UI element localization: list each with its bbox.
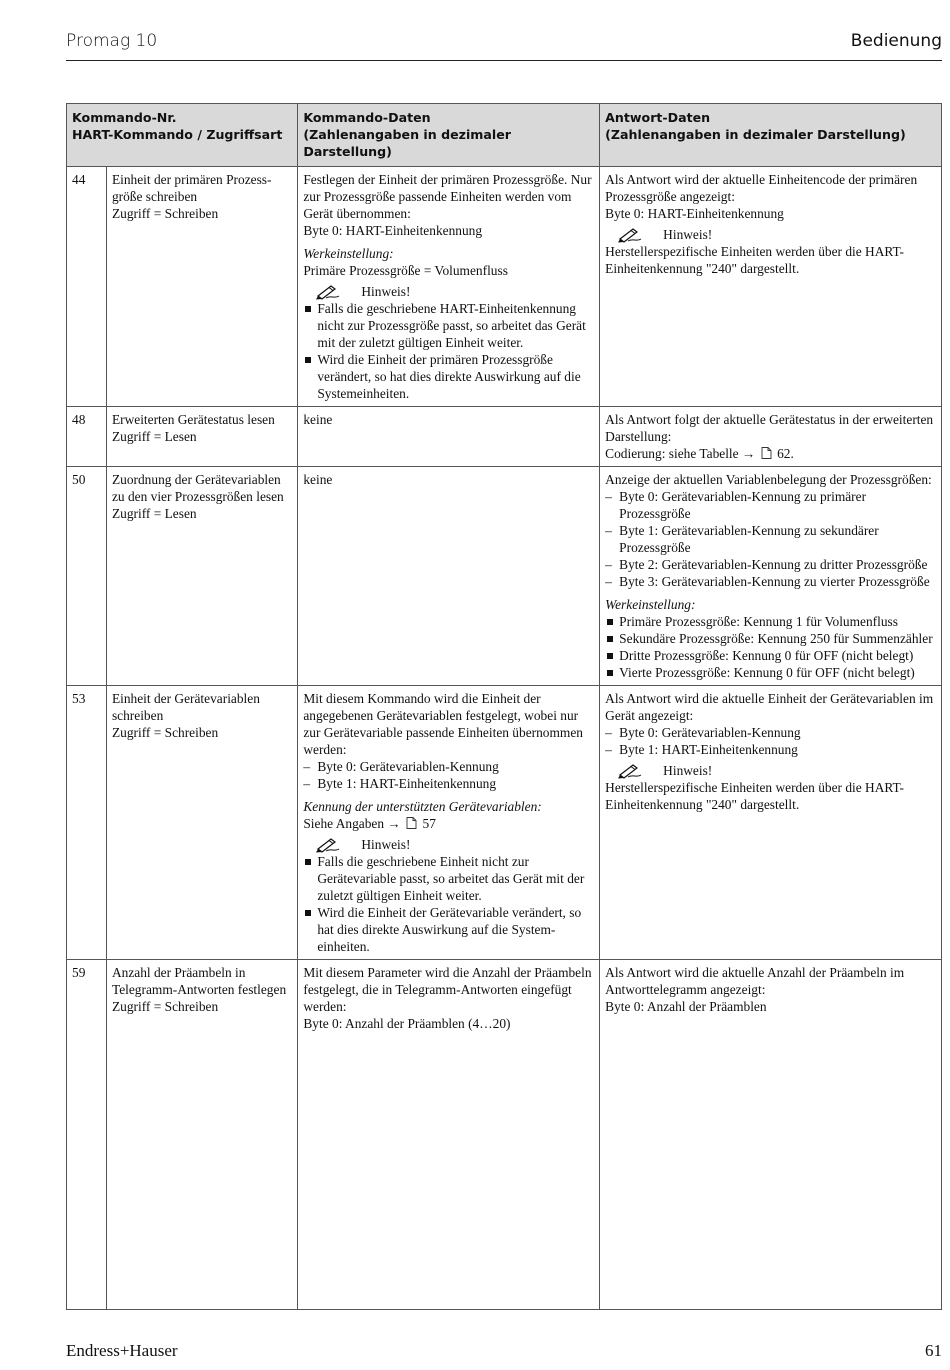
command-access: Zugriff = Lesen — [111, 506, 197, 521]
paragraph: Als Antwort folgt der aktuelle Gerätestatus in der erweiterten Darstellung: — [605, 412, 934, 444]
response-data-cell — [600, 467, 942, 686]
command-line: Erweiterten Gerätestatus lesen — [111, 412, 275, 427]
col-header-command-data-title: Kommando-Daten — [303, 110, 431, 125]
col-header-command-data — [298, 104, 600, 167]
page-reference — [303, 815, 594, 832]
command-access: Zugriff = Schreiben — [111, 999, 219, 1014]
col-header-command-title: Kommando-Nr. — [72, 110, 177, 125]
factory-setting-value: Primäre Prozessgröße = Volumenfluss — [303, 263, 508, 278]
paragraph: Byte 0: Anzahl der Präamblen — [605, 999, 767, 1014]
page-reference — [605, 445, 936, 462]
note-pencil-icon — [617, 226, 651, 243]
bullet-list — [303, 853, 594, 955]
variable-id-label: Kennung der unterstützten Gerätevariablen: — [303, 799, 542, 814]
note-label: Hinweis! — [361, 837, 411, 852]
page-icon — [761, 446, 772, 458]
footer-company: Endress+Hauser — [66, 1341, 178, 1360]
command-number: 53 — [67, 686, 107, 960]
list-item: – Byte 0: Gerätevariablen-Kennung zu primärer Prozessgröße — [605, 488, 936, 522]
table-row — [67, 686, 942, 960]
paragraph: Als Antwort wird der aktuelle Einheitencode der primären Prozessgröße angezeigt: — [605, 172, 918, 204]
page-number: 61 — [925, 1341, 942, 1360]
table-row — [67, 960, 942, 1310]
note-label: Hinweis! — [663, 763, 713, 778]
bullet-list — [605, 613, 936, 681]
note — [303, 836, 594, 853]
paragraph: Herstellerspezifische Einheiten werden über die HART-Einheitenkennung "240" dargestellt. — [605, 244, 904, 276]
table-row — [67, 467, 942, 686]
col-header-command-sub: HART-Kommando / Zugriffsart — [72, 127, 283, 142]
table-header-row — [67, 104, 942, 167]
command-description — [106, 407, 297, 467]
command-line: Einheit der Gerätevariablen — [111, 691, 260, 706]
response-data-cell — [600, 167, 942, 407]
reference-text: Siehe Angaben → — [303, 816, 401, 831]
note-label: Hinweis! — [361, 284, 411, 299]
page-icon — [406, 816, 417, 828]
dash-list — [605, 488, 936, 590]
command-line: zu den vier Prozessgrößen lesen — [111, 489, 284, 504]
command-data-cell — [298, 960, 600, 1310]
list-item: Dritte Prozessgröße: Kennung 0 für OFF (nicht belegt) — [605, 647, 936, 664]
list-item: Wird die Einheit der primären Prozessgröße verändert, so hat dies direkte Auswirkung auf die Systemeinheiten. — [303, 351, 594, 402]
list-item: Primäre Prozessgröße: Kennung 1 für Volumenfluss — [605, 613, 936, 630]
list-item: Sekundäre Prozessgröße: Kennung 250 für Summenzähler — [605, 630, 936, 647]
command-line: Telegramm-Antworten festlegen — [111, 982, 287, 997]
list-item: – Byte 0: Gerätevariablen-Kennung — [605, 724, 936, 741]
header-rule — [66, 60, 942, 61]
paragraph: Herstellerspezifische Einheiten werden über die HART-Einheitenkennung "240" dargestellt. — [605, 780, 904, 812]
paragraph: Mit diesem Kommando wird die Einheit der angegebenen Gerätevariablen festgelegt, wobei nur zur Gerätevariable passende Einheiten übernommen werden: — [303, 691, 583, 757]
dash-list — [605, 724, 936, 758]
col-header-response-sub: (Zahlenangaben in dezimaler Darstellung) — [605, 127, 906, 142]
list-item: – Byte 1: HART-Einheitenkennung — [605, 741, 936, 758]
header-section: Bedienung — [850, 31, 942, 51]
command-line: Zuordnung der Gerätevariablen — [111, 472, 281, 487]
command-line: schreiben — [111, 708, 164, 723]
list-item: – Byte 2: Gerätevariablen-Kennung zu dritter Prozessgröße — [605, 556, 936, 573]
paragraph: Byte 0: HART-Einheitenkennung — [303, 223, 483, 238]
col-header-response-data — [600, 104, 942, 167]
command-description — [106, 167, 297, 407]
table-row — [67, 167, 942, 407]
list-item: – Byte 1: Gerätevariablen-Kennung zu sekundärer Prozessgröße — [605, 522, 936, 556]
note-pencil-icon — [315, 836, 349, 853]
paragraph: Festlegen der Einheit der primären Prozessgröße. Nur zur Prozessgröße passende Einheiten werden vom Gerät übernommen: — [303, 172, 592, 221]
command-access: Zugriff = Schreiben — [111, 725, 219, 740]
reference-page: 62. — [777, 446, 794, 461]
list-item: Falls die geschriebene Einheit nicht zur Gerätevariable passt, so arbeitet das Gerät mit der zuletzt gültigen Einheit weiter. — [303, 853, 594, 904]
command-data-cell — [298, 167, 600, 407]
list-item: Falls die geschriebene HART-Einheitenkennung nicht zur Prozessgröße passt, so arbeitet das Gerät mit der zuletzt gültigen Einheit weiter. — [303, 300, 594, 351]
paragraph: Byte 0: HART-Einheitenkennung — [605, 206, 784, 221]
header-product: Promag 10 — [66, 31, 158, 51]
paragraph: Als Antwort wird die aktuelle Anzahl der Präambeln im Antworttelegramm angezeigt: — [605, 965, 905, 997]
paragraph: Anzeige der aktuellen Variablenbelegung der Prozessgrößen: — [605, 472, 932, 487]
paragraph: Mit diesem Parameter wird die Anzahl der Präambeln festgelegt, die in Telegramm-Antworten eingefügt werden: — [303, 965, 592, 1014]
command-description — [106, 960, 297, 1310]
note-pencil-icon — [315, 283, 349, 300]
command-number: 50 — [67, 467, 107, 686]
paragraph: Byte 0: Anzahl der Präamblen (4…20) — [303, 1016, 511, 1031]
table-row — [67, 407, 942, 467]
note-pencil-icon — [617, 762, 651, 779]
command-data-cell: keine — [298, 407, 600, 467]
command-number: 59 — [67, 960, 107, 1310]
paragraph: Als Antwort wird die aktuelle Einheit der Gerätevariablen im Gerät angezeigt: — [605, 691, 934, 723]
col-header-command-data-sub: (Zahlenangaben in dezimaler Darstellung) — [303, 127, 511, 159]
reference-page: 57 — [422, 816, 436, 831]
note — [605, 762, 936, 779]
col-header-command — [67, 104, 298, 167]
command-line: Einheit der primären Prozess- — [111, 172, 272, 187]
note-label: Hinweis! — [663, 227, 713, 242]
command-description — [106, 686, 297, 960]
list-item: – Byte 3: Gerätevariablen-Kennung zu vierter Prozessgröße — [605, 573, 936, 590]
command-access: Zugriff = Schreiben — [111, 206, 219, 221]
response-data-cell — [600, 686, 942, 960]
command-line: Anzahl der Präambeln in — [111, 965, 246, 980]
command-description — [106, 467, 297, 686]
command-data-cell: keine — [298, 467, 600, 686]
hart-command-table — [66, 103, 942, 1310]
response-data-cell — [600, 407, 942, 467]
factory-setting-label: Werkeinstellung: — [303, 246, 394, 261]
list-item: – Byte 0: Gerätevariablen-Kennung — [303, 758, 594, 775]
bullet-list — [303, 300, 594, 402]
dash-list — [303, 758, 594, 792]
response-data-cell — [600, 960, 942, 1310]
note — [605, 226, 936, 243]
col-header-response-title: Antwort-Daten — [605, 110, 711, 125]
command-number: 48 — [67, 407, 107, 467]
factory-setting-label: Werkeinstellung: — [605, 597, 696, 612]
reference-text: Codierung: siehe Tabelle → — [605, 446, 756, 461]
command-access: Zugriff = Lesen — [111, 429, 197, 444]
list-item: – Byte 1: HART-Einheitenkennung — [303, 775, 594, 792]
command-number: 44 — [67, 167, 107, 407]
list-item: Vierte Prozessgröße: Kennung 0 für OFF (nicht belegt) — [605, 664, 936, 681]
list-item: Wird die Einheit der Gerätevariable verändert, so hat dies direkte Auswirkung auf die System-einheiten. — [303, 904, 594, 955]
command-data-cell — [298, 686, 600, 960]
note — [303, 283, 594, 300]
command-line: größe schreiben — [111, 189, 198, 204]
